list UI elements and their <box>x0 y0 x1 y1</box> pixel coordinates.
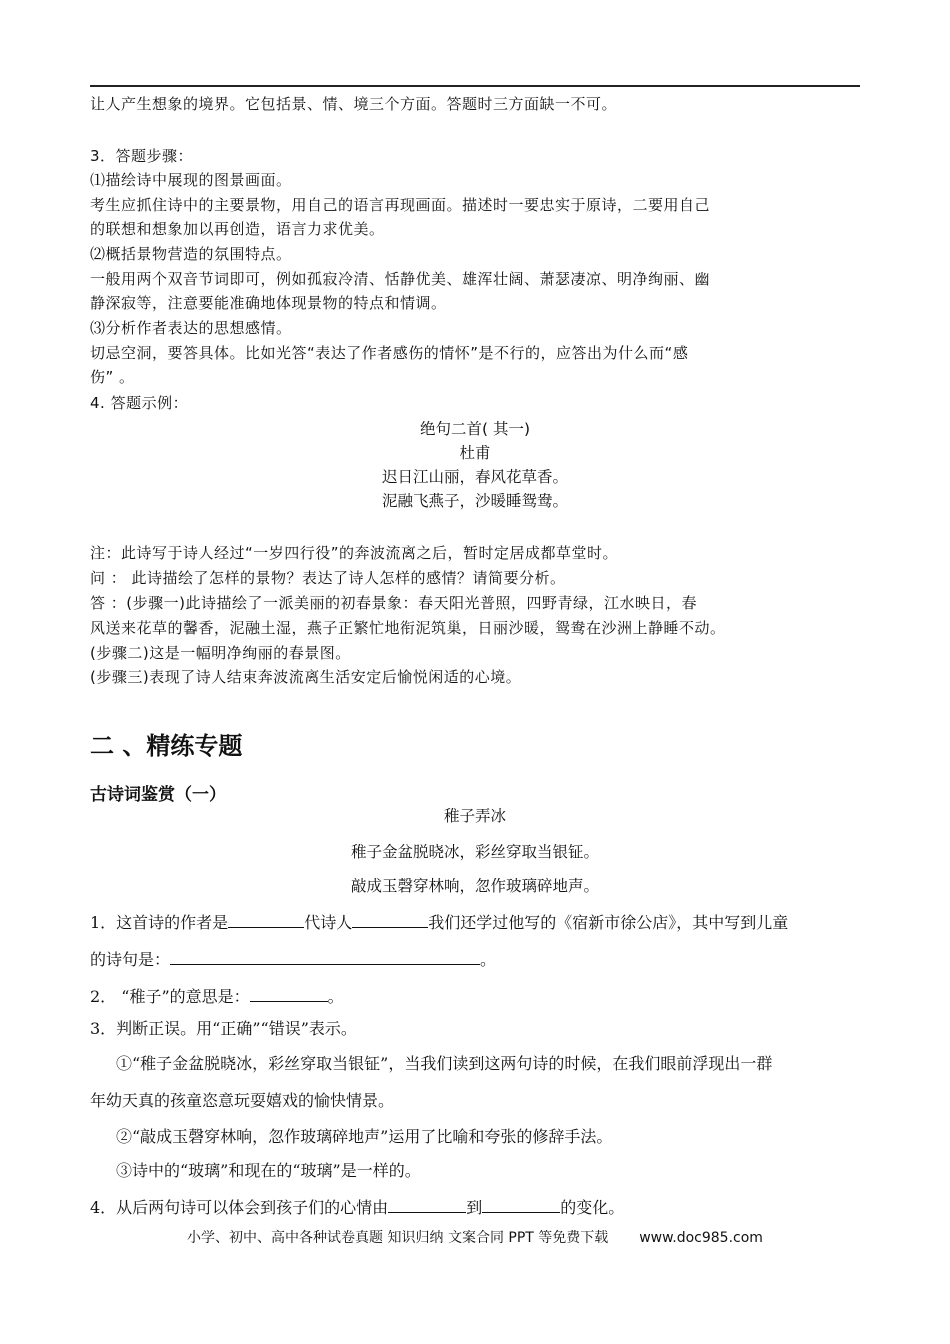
step2-title: ⑵概括景物营造的氛围特点。 <box>90 245 292 263</box>
answer-blank[interactable] <box>482 1195 560 1213</box>
step1-title: ⑴描绘诗中展现的图景画面。 <box>90 171 292 189</box>
question-3-item-cont: 年幼天真的孩童恣意玩耍嬉戏的愉快情景。 <box>90 1091 395 1110</box>
header-rule <box>90 85 860 87</box>
steps-title: 3．答题步骤： <box>90 147 194 165</box>
answer-blank[interactable] <box>352 910 428 928</box>
example-answer: (步骤二)这是一幅明净绚丽的春景图。 <box>90 644 351 662</box>
answer-blank[interactable] <box>388 1195 466 1213</box>
question-3-item: ②“敲成玉磬穿林响，忽作玻璃碎地声”运用了比喻和夸张的修辞手法。 <box>116 1127 613 1146</box>
question-3-item: ①“稚子金盆脱晓冰，彩丝穿取当银钲”，当我们读到这两句诗的时候，在我们眼前浮现出一群 <box>116 1054 773 1073</box>
example-poem-line: 泥融飞燕子，沙暖睡鸳鸯。 <box>381 492 568 510</box>
poem-title: 稚子弄冰 <box>443 807 506 825</box>
example-poem-title: 绝句二首( 其一) <box>419 420 531 438</box>
example-poem-author: 杜甫 <box>459 444 491 462</box>
example-note: 注：此诗写于诗人经过“一岁四行役”的奔波流离之后，暂时定居成都草堂时。 <box>90 544 619 562</box>
answer-blank[interactable] <box>250 984 328 1002</box>
example-poem-line: 迟日江山丽，春风花草香。 <box>381 468 568 486</box>
section-heading: 二 、精练专题 <box>90 732 243 760</box>
example-answer: 答 ：(步骤一)此诗描绘了一派美丽的初春景象：春天阳光普照，四野青绿，江水映日，春 <box>90 594 697 612</box>
poem-line: 敲成玉磬穿林响，忽作玻璃碎地声。 <box>350 877 599 895</box>
question-1-cont: 的诗句是： 。 <box>90 947 496 971</box>
question-4: 4．从后两句诗可以体会到孩子们的心情由 到 的变化。 <box>90 1195 624 1219</box>
step1-text: 考生应抓住诗中的主要景物，用自己的语言再现画面。描述时一要忠实于原诗，二要用自己 <box>90 196 711 214</box>
subsection-heading: 古诗词鉴赏（一） <box>90 785 226 805</box>
answer-blank[interactable] <box>228 910 304 928</box>
step1-text: 的联想和想象加以再创造，语言力求优美。 <box>90 220 385 238</box>
question-3: 3．判断正误。用“正确”“错误”表示。 <box>90 1019 357 1038</box>
footer-text: 小学、初中、高中各种试卷真题 知识归纳 文案合同 PPT 等免费下载 <box>187 1230 609 1246</box>
footer-link[interactable]: www.doc985.com <box>639 1230 763 1246</box>
step2-text: 一般用两个双音节词即可，例如孤寂冷清、恬静优美、雄浑壮阔、萧瑟凄凉、明净绚丽、幽 <box>90 270 711 288</box>
step2-text: 静深寂等，注意要能准确地体现景物的特点和情调。 <box>90 294 447 312</box>
step3-text: 切忌空洞，要答具体。比如光答“表达了作者感伤的情怀”是不行的，应答出为什么而“感 <box>90 344 689 362</box>
page-footer <box>0 1227 950 1247</box>
question-3-item: ③诗中的“玻璃”和现在的“玻璃”是一样的。 <box>116 1161 421 1180</box>
example-title: 4. 答题示例： <box>90 394 189 412</box>
poem-line: 稚子金盆脱晓冰，彩丝穿取当银钲。 <box>350 843 599 861</box>
intro-line: 让人产生想象的境界。它包括景、情、境三个方面。答题时三方面缺一不可。 <box>90 95 618 113</box>
step3-text: 伤” 。 <box>90 368 135 386</box>
example-answer: (步骤三)表现了诗人结束奔波流离生活安定后愉悦闲适的心境。 <box>90 668 522 686</box>
example-question: 问 ： 此诗描绘了怎样的景物？表达了诗人怎样的感情？请简要分析。 <box>90 569 566 587</box>
step3-title: ⑶分析作者表达的思想感情。 <box>90 319 292 337</box>
answer-blank[interactable] <box>170 947 480 965</box>
example-answer: 风送来花草的馨香，泥融土湿，燕子正繁忙地衔泥筑巢，日丽沙暖，鸳鸯在沙洲上静睡不动。 <box>90 619 726 637</box>
question-1: 1．这首诗的作者是 代诗人 我们还学过他写的《宿新市徐公店》，其中写到儿童 <box>90 910 788 934</box>
question-2: 2． “稚子”的意思是： 。 <box>90 984 344 1008</box>
